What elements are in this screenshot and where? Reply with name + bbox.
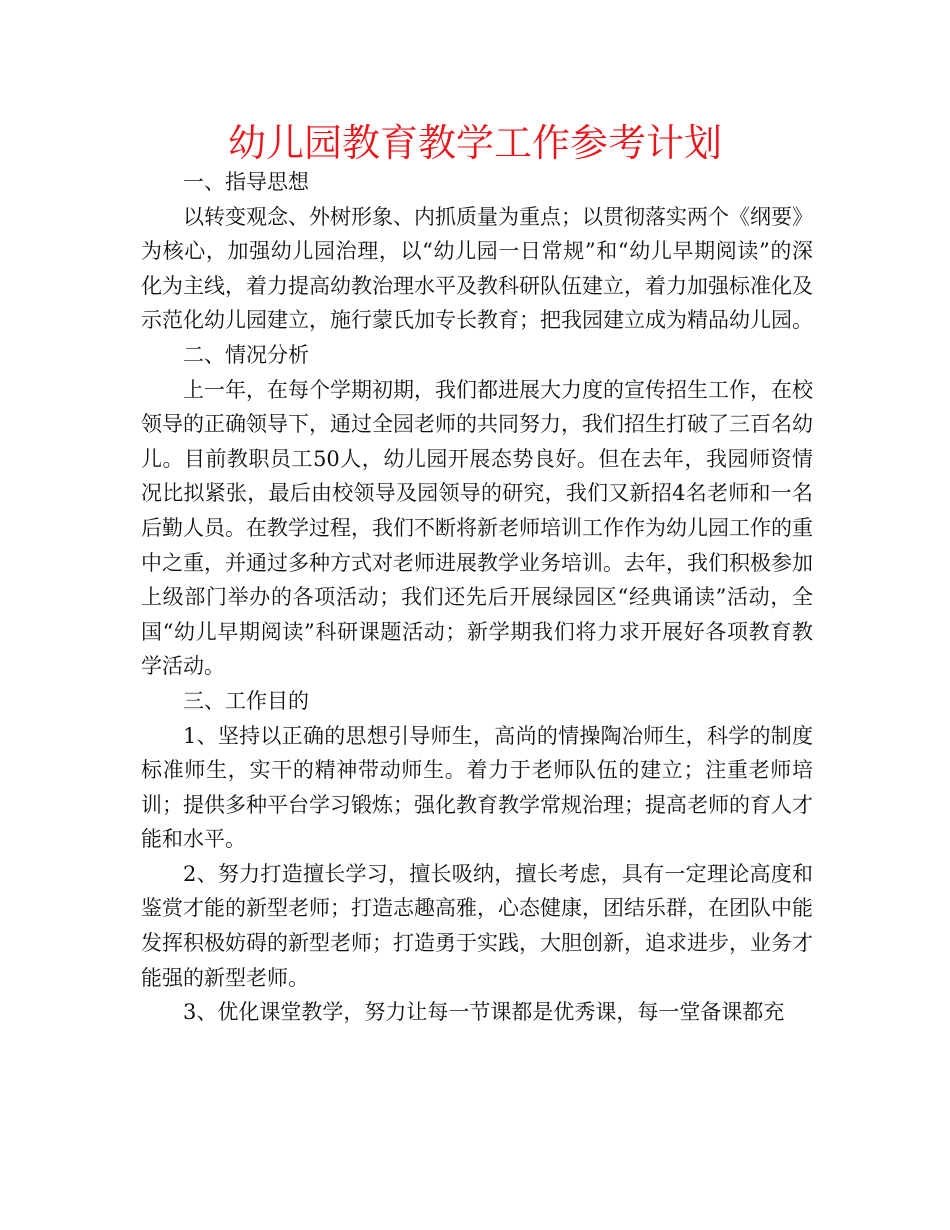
section-3-paragraph-2: 2、努力打造擅长学习，擅长吸纳，擅长考虑，具有一定理论高度和鉴赏才能的新型老师；打造志趣高雅，心态健康，团结乐群，在团队中能发挥积极妨碍的新型老师；打造勇于实践，大胆创新，追求进步，业务才能强的新型老师。 (141, 861, 813, 990)
section-heading-1: 一、指导思想 (183, 170, 309, 194)
section-2-paragraph-1: 上一年，在每个学期初期，我们都进展大力度的宣传招生工作，在校领导的正确领导下，通过全园老师的共同努力，我们招生打破了三百名幼儿。目前教职员工50人，幼儿园开展态势良好。但在去年，我园师资情况比拟紧张，最后由校领导及园领导的研究，我们又新招4名老师和一名后勤人员。在教学过程，我们不断将新老师培训工作作为幼儿园工作的重中之重，并通过多种方式对老师进展教学业务培训。去年，我们积极参加上级部门举办的各项活动；我们还先后开展绿园区“经典诵读”活动，全国“幼儿早期阅读”科研课题活动；新学期我们将力求开展好各项教育教学活动。 (141, 377, 813, 679)
section-heading-2: 二、情况分析 (183, 342, 309, 367)
section-1-paragraph-1: 以转变观念、外树形象、内抓质量为重点；以贯彻落实两个《纲要》为核心，加强幼儿园治理，以“幼儿园一日常规”和“幼儿早期阅读”的深化为主线，着力提高幼教治理水平及教科研队伍建立，着力加强标准化及示范化幼儿园建立，施行蒙氏加专长教育；把我园建立成为精品幼儿园。 (141, 204, 813, 333)
section-3-paragraph-1: 1、坚持以正确的思想引导师生，高尚的情操陶冶师生，科学的制度标准师生，实干的精神带动师生。着力于老师队伍的建立；注重老师培训；提供多种平台学习锻炼；强化教育教学常规治理；提高老师的育人才能和水平。 (141, 723, 813, 852)
document-body (141, 165, 813, 1030)
document-title: 幼儿园教育教学工作参考计划 (227, 121, 722, 165)
section-3-paragraph-3: 3、优化课堂教学，努力让每一节课都是优秀课，每一堂备课都充 (183, 1000, 785, 1025)
section-heading-3: 三、工作目的 (183, 688, 309, 713)
